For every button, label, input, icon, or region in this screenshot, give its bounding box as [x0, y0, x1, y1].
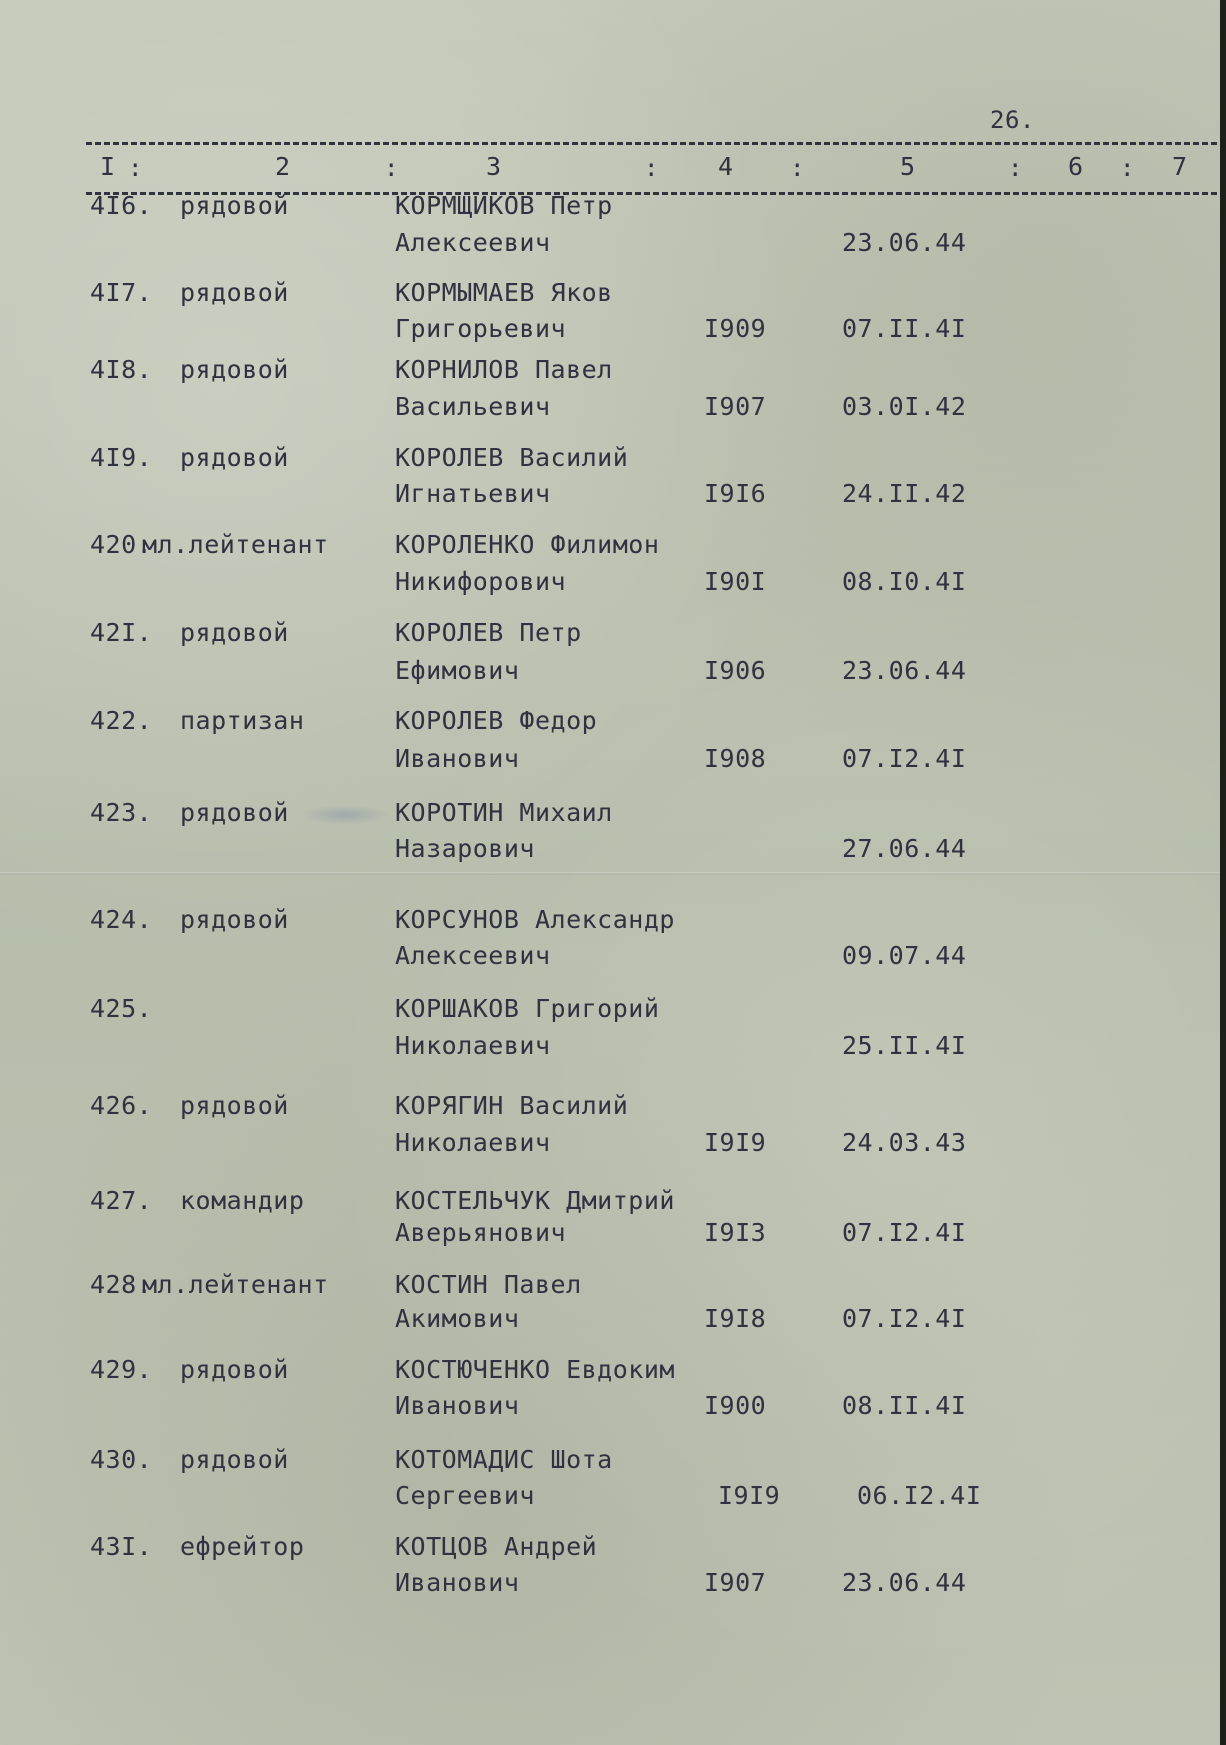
record-number: 429. — [90, 1355, 153, 1384]
record-rank: рядовой — [180, 618, 289, 647]
record-birth-year: I907 — [704, 1568, 767, 1597]
record-birth-year: I909 — [704, 314, 767, 343]
record-date: 08.I0.4I — [842, 567, 967, 596]
record-surname: КОРМЩИКОВ Петр — [395, 191, 613, 220]
record-date: 07.I2.4I — [842, 1218, 967, 1247]
record-date: 27.06.44 — [842, 834, 967, 863]
column-separator: : — [1120, 154, 1135, 182]
record-rank: командир — [180, 1186, 305, 1215]
record-date: 24.II.42 — [842, 479, 967, 508]
record-surname: КОСТЮЧЕНКО Евдоким — [395, 1355, 675, 1384]
record-surname: КОРОЛЕВ Василий — [395, 443, 629, 472]
record-patronymic: Иванович — [395, 1391, 520, 1420]
record-date: 24.03.43 — [842, 1128, 967, 1157]
column-header-1: I — [100, 152, 116, 181]
record-birth-year: I906 — [704, 656, 767, 685]
paper-fold — [0, 872, 1226, 875]
record-rank: рядовой — [180, 1091, 289, 1120]
record-date: 07.II.4I — [842, 314, 967, 343]
column-header-4: 4 — [718, 152, 734, 181]
record-number: 428. — [90, 1270, 153, 1299]
record-patronymic: Иванович — [395, 744, 520, 773]
ink-smudge — [300, 805, 390, 825]
record-patronymic: Игнатьевич — [395, 479, 551, 508]
record-number: 420. — [90, 530, 153, 559]
column-separator: : — [1008, 154, 1023, 182]
record-rank: рядовой — [180, 1445, 289, 1474]
record-surname: КОРОТИН Михаил — [395, 798, 613, 827]
record-date: 03.0I.42 — [842, 392, 967, 421]
record-birth-year: I9I3 — [704, 1218, 767, 1247]
record-number: 4I7. — [90, 278, 153, 307]
record-patronymic: Назарович — [395, 834, 535, 863]
record-surname: КОРОЛЕВ Федор — [395, 706, 598, 735]
record-number: 430. — [90, 1445, 153, 1474]
record-patronymic: Никифорович — [395, 567, 567, 596]
record-rank: рядовой — [180, 798, 289, 827]
record-patronymic: Алексеевич — [395, 941, 551, 970]
record-birth-year: I907 — [704, 392, 767, 421]
header-top-rule — [86, 142, 1226, 145]
page-edge — [1220, 0, 1226, 1745]
record-number: 4I8. — [90, 355, 153, 384]
record-rank: рядовой — [180, 443, 289, 472]
record-number: 426. — [90, 1091, 153, 1120]
record-number: 43I. — [90, 1532, 153, 1561]
record-patronymic: Григорьевич — [395, 314, 567, 343]
record-number: 425. — [90, 994, 153, 1023]
record-rank: ефрейтор — [180, 1532, 305, 1561]
record-patronymic: Николаевич — [395, 1128, 551, 1157]
record-birth-year: I908 — [704, 744, 767, 773]
column-header-7: 7 — [1172, 152, 1188, 181]
record-birth-year: I9I9 — [704, 1128, 767, 1157]
column-separator: : — [790, 154, 805, 182]
record-date: 06.I2.4I — [857, 1481, 982, 1510]
column-header-2: 2 — [275, 152, 291, 181]
record-number: 4I9. — [90, 443, 153, 472]
column-header-3: 3 — [486, 152, 502, 181]
record-surname: КОРОЛЕВ Петр — [395, 618, 582, 647]
record-patronymic: Аверьянович — [395, 1218, 567, 1247]
column-header-5: 5 — [900, 152, 916, 181]
column-separator: : — [128, 154, 143, 182]
column-separator: : — [644, 154, 659, 182]
record-number: 422. — [90, 706, 153, 735]
record-date: 07.I2.4I — [842, 744, 967, 773]
column-separator: : — [384, 154, 399, 182]
column-header-6: 6 — [1068, 152, 1084, 181]
record-surname: КОРНИЛОВ Павел — [395, 355, 613, 384]
record-patronymic: Алексеевич — [395, 228, 551, 257]
record-number: 42I. — [90, 618, 153, 647]
page-number: 26. — [990, 106, 1035, 134]
record-rank: рядовой — [180, 191, 289, 220]
record-rank: рядовой — [180, 278, 289, 307]
record-number: 424. — [90, 905, 153, 934]
record-number: 423. — [90, 798, 153, 827]
record-date: 25.II.4I — [842, 1031, 967, 1060]
record-surname: КОРМЫМАЕВ Яков — [395, 278, 613, 307]
record-rank: мл.лейтенант — [142, 1270, 329, 1299]
record-patronymic: Иванович — [395, 1568, 520, 1597]
record-number: 4I6. — [90, 191, 153, 220]
record-surname: КОРЯГИН Василий — [395, 1091, 629, 1120]
record-rank: партизан — [180, 706, 305, 735]
record-date: 23.06.44 — [842, 228, 967, 257]
record-date: 07.I2.4I — [842, 1304, 967, 1333]
record-patronymic: Николаевич — [395, 1031, 551, 1060]
record-birth-year: I9I8 — [704, 1304, 767, 1333]
record-birth-year: I900 — [704, 1391, 767, 1420]
record-birth-year: I9I9 — [718, 1481, 781, 1510]
record-patronymic: Сергеевич — [395, 1481, 535, 1510]
record-rank: рядовой — [180, 905, 289, 934]
record-date: 23.06.44 — [842, 1568, 967, 1597]
record-birth-year: I9I6 — [704, 479, 767, 508]
record-surname: КОРШАКОВ Григорий — [395, 994, 660, 1023]
record-surname: КОРСУНОВ Александр — [395, 905, 675, 934]
record-date: 08.II.4I — [842, 1391, 967, 1420]
record-surname: КОРОЛЕНКО Филимон — [395, 530, 660, 559]
record-patronymic: Ефимович — [395, 656, 520, 685]
record-date: 23.06.44 — [842, 656, 967, 685]
record-surname: КОТЦОВ Андрей — [395, 1532, 598, 1561]
record-patronymic: Васильевич — [395, 392, 551, 421]
record-surname: КОСТИН Павел — [395, 1270, 582, 1299]
record-rank: мл.лейтенант — [142, 530, 329, 559]
record-date: 09.07.44 — [842, 941, 967, 970]
record-rank: рядовой — [180, 355, 289, 384]
record-patronymic: Акимович — [395, 1304, 520, 1333]
record-number: 427. — [90, 1186, 153, 1215]
record-surname: КОТОМАДИС Шота — [395, 1445, 613, 1474]
record-surname: КОСТЕЛЬЧУК Дмитрий — [395, 1186, 675, 1215]
record-birth-year: I90I — [704, 567, 767, 596]
record-rank: рядовой — [180, 1355, 289, 1384]
